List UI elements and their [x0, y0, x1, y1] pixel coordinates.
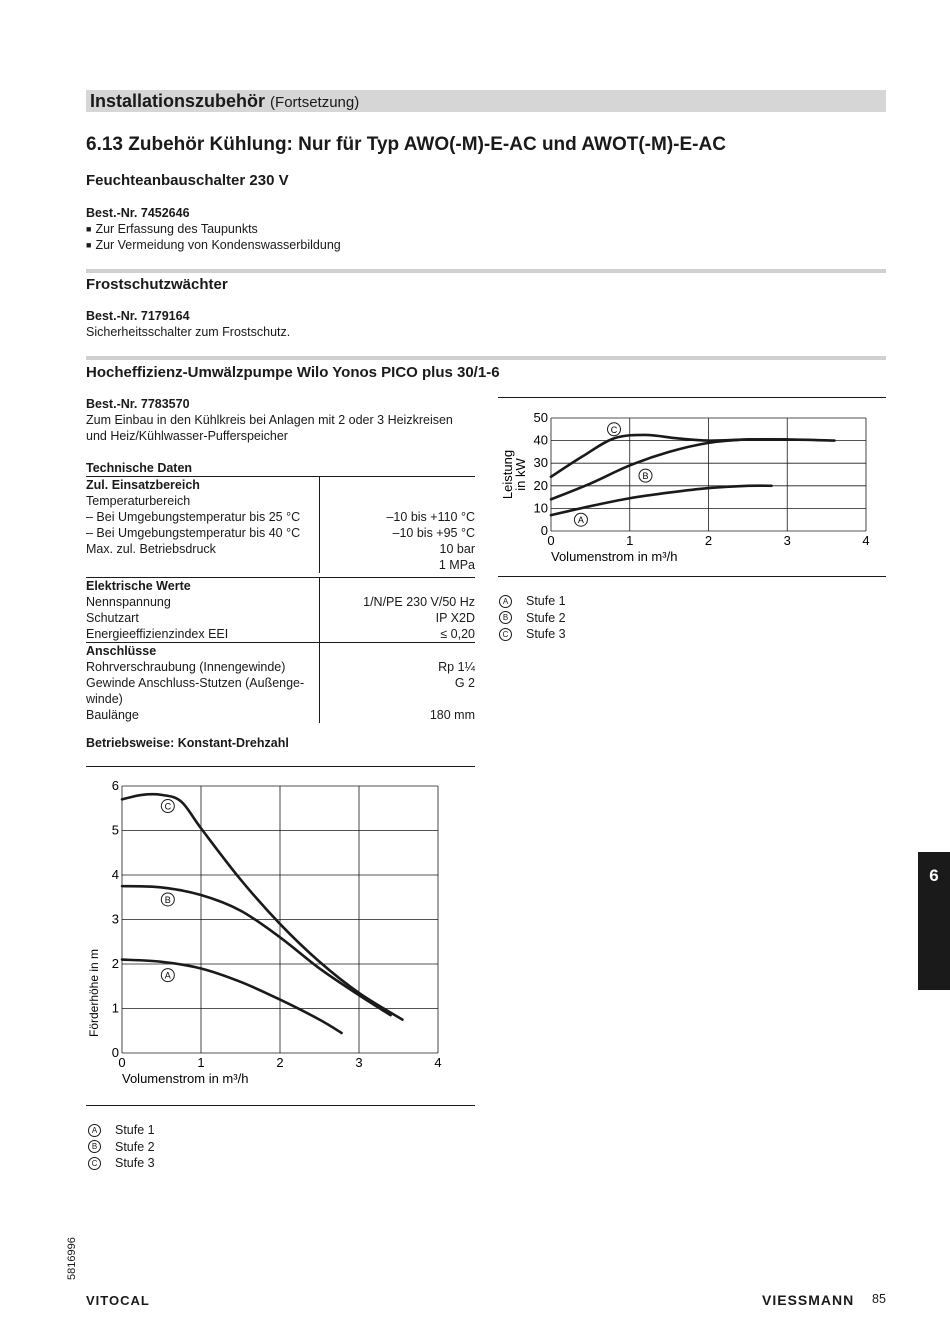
tech-group	[86, 642, 475, 723]
tech-row: – Bei Umgebungstemperatur bis 25 °C –10 bis +110 °C	[86, 510, 475, 524]
doc-number: 5816996	[66, 1237, 78, 1280]
series-line-c	[551, 435, 835, 477]
legend-item: A Stufe 1	[499, 593, 566, 610]
legend-head-chart	[88, 1122, 155, 1172]
head-chart	[86, 770, 476, 1100]
product-logo: VITOCAL	[86, 1293, 150, 1308]
series-line-a	[122, 960, 342, 1033]
tech-row: Energieeffizienzindex EEI ≤ 0,20	[86, 627, 475, 641]
tech-group-heading: Elektrische Werte	[86, 579, 191, 593]
x-tick-label: 2	[276, 1055, 284, 1070]
chart-rule	[86, 1105, 475, 1106]
series-marker-label: B	[642, 471, 649, 482]
pump-desc-1: Zum Einbau in den Kühlkreis bei Anlagen mit 2 oder 3 Heizkreisen	[86, 413, 453, 427]
pump-order: Best.-Nr. 7783570	[86, 397, 190, 411]
divider	[86, 356, 886, 360]
tech-group-heading: Anschlüsse	[86, 644, 157, 658]
legend-item: B Stufe 2	[88, 1139, 155, 1156]
page-number: 85	[872, 1292, 886, 1306]
legend-item: B Stufe 2	[499, 610, 566, 627]
power-chart	[498, 402, 886, 572]
tech-row: Gewinde Anschluss-Stutzen (Außenge-winde) G 2	[86, 676, 475, 706]
tech-group-heading: Zul. Einsatzbereich	[86, 478, 200, 492]
x-tick-label: 3	[783, 533, 791, 548]
feuchte-bullet-1: ■ Zur Erfassung des Taupunkts	[86, 221, 258, 238]
y-tick-label: 6	[111, 778, 119, 793]
frost-order: Best.-Nr. 7179164	[86, 309, 190, 323]
y-tick-label: 20	[533, 477, 548, 493]
legend-item: C Stufe 3	[499, 626, 566, 643]
y-tick-label: 1	[111, 1000, 119, 1016]
y-tick-label: 0	[540, 523, 548, 538]
y-tick-label: 3	[111, 911, 119, 927]
x-tick-label: 1	[197, 1055, 205, 1070]
tech-row: – Bei Umgebungstemperatur bis 40 °C –10 bis +95 °C	[86, 526, 475, 540]
series-line-a	[551, 486, 772, 516]
y-tick-label: 4	[111, 867, 119, 882]
y-axis-label: Leistungin kW	[500, 449, 528, 500]
pump-desc-2: und Heiz/Kühlwasser-Pufferspeicher	[86, 429, 288, 443]
header-title: Installationszubehör	[90, 91, 266, 111]
pump-title: Hocheffizienz-Umwälzpumpe Wilo Yonos PICO plus 30/1-6	[86, 364, 500, 381]
operating-mode: Betriebsweise: Konstant-Drehzahl	[86, 736, 289, 750]
y-tick-label: 5	[111, 822, 119, 838]
y-axis-label: Förderhöhe in m	[87, 948, 101, 1038]
y-tick-label: 30	[533, 455, 548, 471]
x-tick-label: 0	[118, 1055, 126, 1070]
tech-row: Max. zul. Betriebsdruck 10 bar	[86, 542, 475, 556]
series-marker-label: A	[164, 970, 171, 981]
legend-power-chart	[499, 593, 566, 643]
legend-item: C Stufe 3	[88, 1155, 155, 1172]
legend-item: A Stufe 1	[88, 1122, 155, 1139]
x-tick-label: 4	[434, 1055, 442, 1070]
tech-row: Baulänge 180 mm	[86, 708, 475, 722]
series-marker-label: C	[610, 424, 618, 435]
x-axis-label: Volumenstrom in m³/h	[122, 1071, 249, 1086]
series-line-c	[122, 794, 402, 1019]
chart-rule	[498, 576, 886, 577]
series-line-b	[551, 439, 787, 499]
frost-title: Frostschutzwächter	[86, 276, 228, 293]
x-tick-label: 3	[355, 1055, 363, 1070]
y-tick-label: 40	[533, 432, 548, 448]
y-tick-label: 50	[533, 410, 548, 425]
series-line-b	[122, 886, 391, 1015]
frost-desc: Sicherheitsschalter zum Frostschutz.	[86, 325, 291, 339]
section-title: 6.13 Zubehör Kühlung: Nur für Typ AWO(-M)-E-AC und AWOT(-M)-E-AC	[86, 134, 726, 155]
header-bar	[86, 90, 886, 112]
divider	[86, 269, 886, 273]
tech-row: Temperaturbereich	[86, 494, 191, 508]
tech-title: Technische Daten	[86, 461, 193, 475]
tech-row: Schutzart IP X2D	[86, 611, 475, 625]
feuchte-title: Feuchteanbauschalter 230 V	[86, 172, 289, 189]
tech-row: 1 MPa	[438, 558, 475, 572]
chart-rule	[86, 766, 475, 767]
tech-row: Nennspannung 1/N/PE 230 V/50 Hz	[86, 595, 475, 609]
tech-group	[86, 476, 475, 573]
x-tick-label: 1	[626, 533, 634, 548]
y-tick-label: 2	[111, 956, 119, 971]
series-marker-label: B	[164, 894, 171, 905]
series-marker-label: A	[577, 515, 584, 526]
series-marker-label: C	[164, 801, 172, 812]
brand-logo: VIESSMANN	[762, 1292, 855, 1308]
tech-table	[86, 476, 475, 723]
x-axis-label: Volumenstrom in m³/h	[551, 549, 678, 564]
x-tick-label: 4	[862, 533, 870, 548]
x-tick-label: 0	[547, 533, 555, 548]
tech-row: Rohrverschraubung (Innengewinde) Rp 1¼	[86, 660, 475, 674]
feuchte-bullet-2: ■ Zur Vermeidung von Kondenswasserbildung	[86, 237, 341, 254]
chart-rule	[498, 397, 886, 398]
header-suffix: (Fortsetzung)	[270, 94, 360, 111]
y-tick-label: 0	[111, 1045, 119, 1060]
chapter-tab: 6	[918, 852, 950, 990]
y-tick-label: 10	[533, 500, 548, 516]
tech-group	[86, 577, 475, 642]
feuchte-order: Best.-Nr. 7452646	[86, 206, 190, 220]
x-tick-label: 2	[704, 533, 713, 548]
